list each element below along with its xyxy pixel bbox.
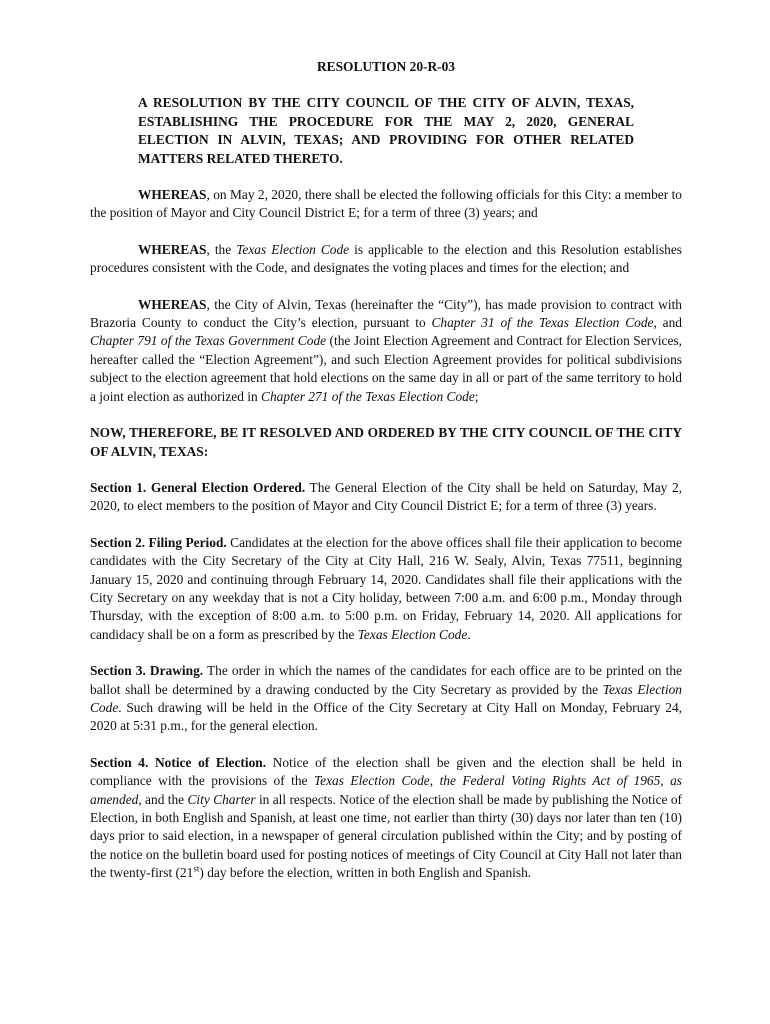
section-4 — [90, 754, 682, 883]
document-page — [90, 58, 682, 901]
whereas-lead: WHEREAS — [138, 187, 207, 203]
whereas-text: , the City of Alvin, Texas (hereinafter the “City”), has made provision to contract with Brazoria County to conduct the City’s election, pursuant to — [90, 296, 682, 331]
document-title: RESOLUTION 20-R-03 — [316, 59, 455, 74]
section-text: . — [467, 626, 471, 642]
section-text: . Such drawing will be held in the Office of the City Secretary at City Hall on Monday, February 24, 2020 at 5:31 p.m., for the general election. — [90, 699, 682, 734]
section-3 — [90, 662, 682, 736]
resolution-heading: A RESOLUTION BY THE CITY COUNCIL OF THE CITY OF ALVIN, TEXAS, ESTABLISHING THE PROCEDURE FOR THE MAY 2, 2020, GENERAL ELECTION IN ALVIN, TEXAS; AND PROVIDING FOR OTHER RELATED MATTERS RELATED THERETO. — [138, 95, 634, 166]
whereas-text: ; — [474, 388, 479, 404]
whereas-paragraph-1 — [90, 186, 682, 223]
section-lead: Section 4. Notice of Election. — [90, 754, 267, 770]
whereas-text: (the Joint Election Agreement and Contract for Election Services, hereafter called the “Election Agreement”), and such Election Agreement provides for political subdivisions subject to the election agreement that hold elections on the same day in all or part of the same territory to hold a joint election as authorized in — [90, 333, 682, 404]
citation: Chapter 791 of the Texas Government Code — [90, 333, 327, 349]
citation: City Charter — [187, 791, 256, 807]
citation: Texas Election Code — [90, 681, 682, 715]
whereas-lead: WHEREAS — [138, 296, 207, 312]
citation: Texas Election Code — [236, 241, 350, 257]
section-lead: Section 1. General Election Ordered. — [90, 479, 306, 495]
whereas-paragraph-2 — [90, 241, 682, 278]
whereas-text: is applicable to the election and this Resolution establishes procedures consistent with the Code, and designates the voting places and times for the election; and — [90, 241, 683, 276]
now-therefore-heading: NOW, THEREFORE, BE IT RESOLVED AND ORDERED BY THE CITY COUNCIL OF THE CITY OF ALVIN, TEXAS: — [90, 425, 682, 459]
citation: Chapter 31 of the Texas Election Code — [431, 315, 654, 331]
section-text: , and the — [138, 791, 188, 807]
section-text: , — [429, 773, 440, 789]
section-text: The General Election of the City shall be held on Saturday, May 2, 2020, to elect members to the position of Mayor and City Council District E; for a term of three (3) years. — [90, 479, 682, 514]
ordinal-suffix: st — [193, 863, 200, 874]
section-lead: Section 2. Filing Period. — [90, 534, 227, 550]
section-text: Notice of the election shall be given and the election shall be held in compliance with the provisions of the — [90, 754, 682, 789]
section-lead: Section 3. Drawing. — [90, 663, 204, 679]
whereas-text: , on May 2, 2020, there shall be elected the following officials for this City: a member to the position of Mayor and City Council District E; for a term of three (3) years; and — [90, 187, 682, 221]
whereas-text: , the — [206, 241, 237, 257]
whereas-text: , and — [653, 315, 682, 331]
citation: the Federal Voting Rights Act of 1965, as amended — [90, 773, 682, 807]
section-text: ) day before the election, written in both English and Spanish. — [199, 865, 532, 881]
section-text: Candidates at the election for the above offices shall file their application to become candidates with the City Secretary of the City at City Hall, 216 W. Sealy, Alvin, Texas 77511, beginning January 15, 2020 and continuing through February 14, 2020. Candidates shall file their applications with the City Secretary on any weekday that is not a City holiday, between 7:00 a.m. and 6:00 p.m., Monday through Thursday, with the exception of 8:00 a.m. to 5:00 p.m. on Friday, February 14, 2020. All applications for candidacy shall be on a form as prescribed by the — [90, 534, 682, 642]
citation: Texas Election Code — [357, 626, 468, 642]
citation: Texas Election Code — [313, 773, 430, 789]
whereas-paragraph-3 — [90, 296, 682, 406]
section-1 — [90, 479, 682, 516]
section-text: The order in which the names of the candidates for each office are to be printed on the ballot shall be determined by a drawing conducted by the City Secretary as provided by the — [90, 663, 682, 697]
section-text: in all respects. Notice of the election shall be made by publishing the Notice of Election, in both English and Spanish, at least one time, not earlier than thirty (30) days nor later than ten (10) days prior to said election, in a newspaper of general circulation published within the City; and by posting of the notice on the bulletin board used for posting notices of meetings of City Council at City Hall not later than the twenty-first (21 — [90, 791, 682, 881]
whereas-lead: WHEREAS — [138, 241, 207, 257]
section-2 — [90, 534, 682, 644]
citation: Chapter 271 of the Texas Election Code — [261, 388, 475, 404]
